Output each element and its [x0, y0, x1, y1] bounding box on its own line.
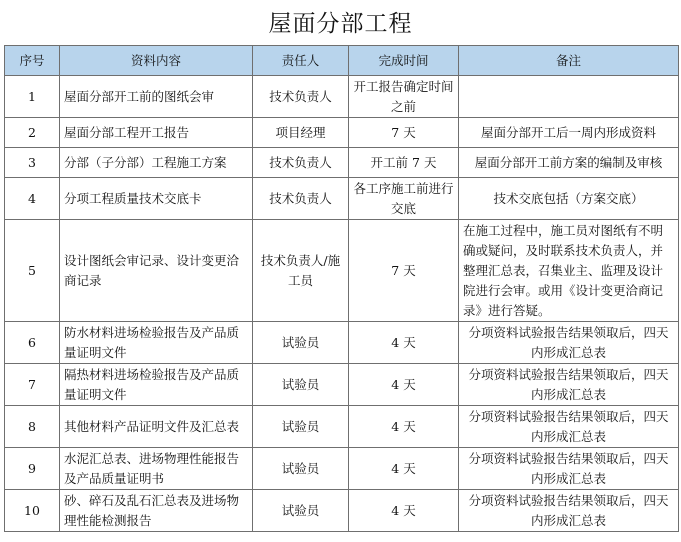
cell-owner: 技术负责人/施工员 [253, 220, 349, 322]
cell-owner: 技术负责人 [253, 76, 349, 118]
cell-content: 分部（子分部）工程施工方案 [60, 148, 253, 178]
table-row [5, 364, 679, 406]
cell-index: 7 [5, 364, 60, 406]
cell-owner: 试验员 [253, 448, 349, 490]
cell-remarks: 分项资料试验报告结果领取后，四天内形成汇总表 [459, 364, 679, 406]
cell-owner: 技术负责人 [253, 178, 349, 220]
data-table [4, 45, 679, 532]
cell-owner: 技术负责人 [253, 148, 349, 178]
cell-deadline: 开工前 7 天 [349, 148, 459, 178]
cell-deadline: 开工报告确定时间之前 [349, 76, 459, 118]
cell-deadline: 4 天 [349, 490, 459, 532]
cell-index: 8 [5, 406, 60, 448]
table-row [5, 490, 679, 532]
header-deadline: 完成时间 [349, 46, 459, 76]
cell-content: 水泥汇总表、进场物理性能报告及产品质量证明书 [60, 448, 253, 490]
cell-deadline: 4 天 [349, 364, 459, 406]
cell-remarks: 屋面分部开工前方案的编制及审核 [459, 148, 679, 178]
page-title: 屋面分部工程 [268, 11, 413, 37]
cell-remarks: 分项资料试验报告结果领取后，四天内形成汇总表 [459, 490, 679, 532]
cell-index: 10 [5, 490, 60, 532]
table-row [5, 148, 679, 178]
cell-remarks: 技术交底包括（方案交底） [459, 178, 679, 220]
table-row [5, 220, 679, 322]
table-row [5, 448, 679, 490]
cell-index: 5 [5, 220, 60, 322]
cell-content: 屋面分部开工前的图纸会审 [60, 76, 253, 118]
cell-owner: 试验员 [253, 490, 349, 532]
cell-index: 9 [5, 448, 60, 490]
cell-index: 1 [5, 76, 60, 118]
table-row [5, 76, 679, 118]
cell-index: 3 [5, 148, 60, 178]
cell-content: 防水材料进场检验报告及产品质量证明文件 [60, 322, 253, 364]
cell-deadline: 4 天 [349, 406, 459, 448]
cell-deadline: 4 天 [349, 322, 459, 364]
cell-remarks: 在施工过程中，施工员对图纸有不明确或疑问，及时联系技术负责人，并整理汇总表，召集业主、监理及设计院进行会审。或用《设计变更洽商记录》进行答疑。 [459, 220, 679, 322]
cell-deadline: 7 天 [349, 118, 459, 148]
table-row [5, 178, 679, 220]
header-index: 序号 [5, 46, 60, 76]
table-header-row [5, 46, 679, 76]
cell-deadline: 7 天 [349, 220, 459, 322]
cell-index: 6 [5, 322, 60, 364]
cell-owner: 试验员 [253, 322, 349, 364]
cell-content: 隔热材料进场检验报告及产品质量证明文件 [60, 364, 253, 406]
header-content: 资料内容 [60, 46, 253, 76]
cell-remarks: 分项资料试验报告结果领取后，四天内形成汇总表 [459, 406, 679, 448]
cell-content: 分项工程质量技术交底卡 [60, 178, 253, 220]
cell-index: 2 [5, 118, 60, 148]
table-row [5, 322, 679, 364]
header-owner: 责任人 [253, 46, 349, 76]
cell-deadline: 各工序施工前进行交底 [349, 178, 459, 220]
cell-owner: 试验员 [253, 364, 349, 406]
cell-content: 设计图纸会审记录、设计变更洽商记录 [60, 220, 253, 322]
table-row [5, 406, 679, 448]
cell-owner: 试验员 [253, 406, 349, 448]
cell-content: 砂、碎石及乱石汇总表及进场物理性能检测报告 [60, 490, 253, 532]
table-row [5, 118, 679, 148]
cell-index: 4 [5, 178, 60, 220]
cell-deadline: 4 天 [349, 448, 459, 490]
cell-content: 其他材料产品证明文件及汇总表 [60, 406, 253, 448]
cell-remarks: 分项资料试验报告结果领取后，四天内形成汇总表 [459, 448, 679, 490]
cell-owner: 项目经理 [253, 118, 349, 148]
cell-content: 屋面分部工程开工报告 [60, 118, 253, 148]
cell-remarks: 屋面分部开工后一周内形成资料 [459, 118, 679, 148]
header-remarks: 备注 [459, 46, 679, 76]
cell-remarks: 分项资料试验报告结果领取后，四天内形成汇总表 [459, 322, 679, 364]
cell-remarks [459, 76, 679, 118]
